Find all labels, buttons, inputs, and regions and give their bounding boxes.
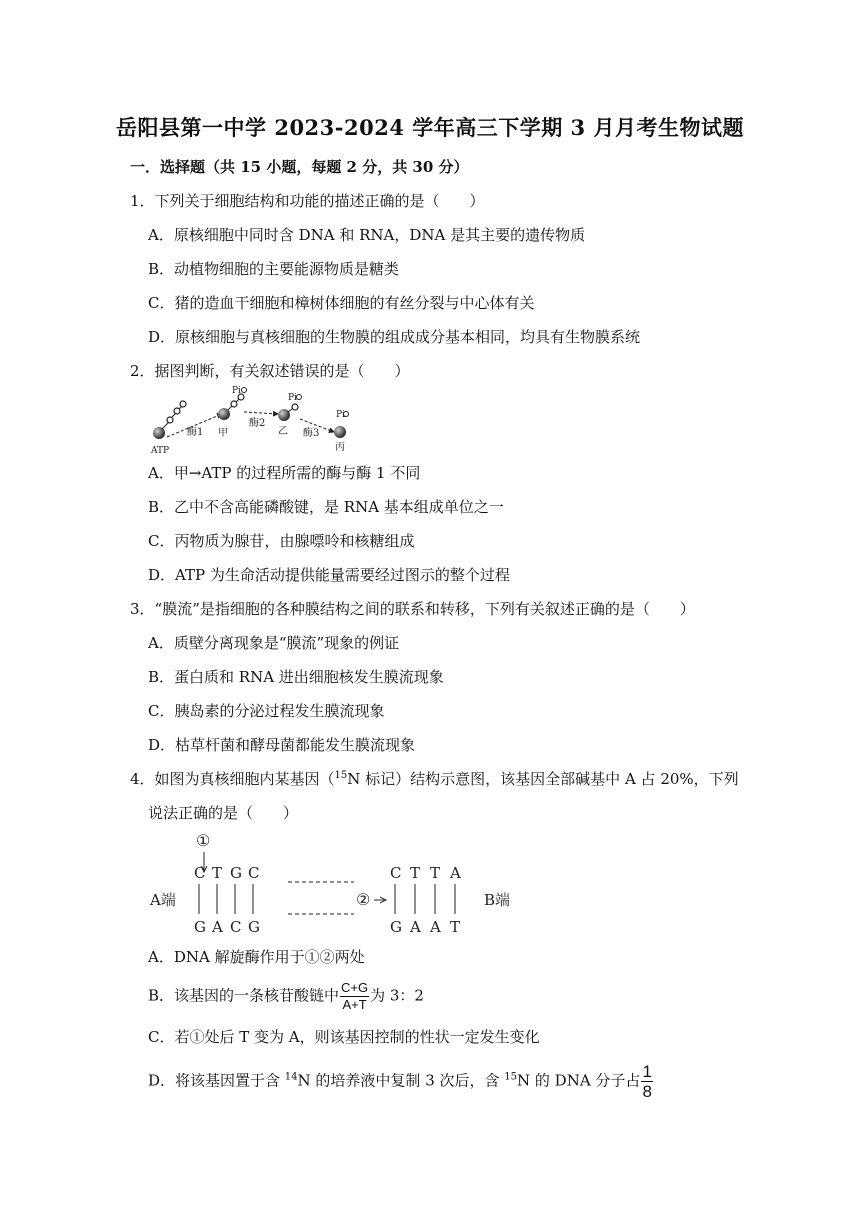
fraction-denominator: A+T: [342, 997, 367, 1012]
pi-label-2: Pi: [288, 393, 297, 403]
atp-hydrolysis-diagram: [140, 382, 370, 456]
pi-label-3: Pi: [336, 410, 345, 420]
fraction-one-eighth: [641, 1062, 652, 1101]
q4-stem: [130, 768, 739, 789]
bing-label: 丙: [335, 442, 345, 453]
q1-option-d: D．原核细胞与真核细胞的生物膜的组成成分基本相同，均具有生物膜系统: [148, 328, 641, 346]
enzyme-2-label: 酶2: [249, 418, 266, 429]
page-title: 岳阳县第一中学 2023-2024 学年高三下学期 3 月月考生物试题: [116, 115, 744, 140]
q4-option-d: [148, 1062, 654, 1101]
q3-stem: 3．“膜流”是指细胞的各种膜结构之间的联系和转移，下列有关叙述正确的是（ ）: [130, 600, 695, 618]
q4-option-a: A．DNA 解旋酶作用于①②两处: [148, 948, 365, 966]
q4-option-d-pre: D．将该基因置于含: [148, 1071, 285, 1090]
q4-stem-post: N 标记）结构示意图，该基因全部碱基中 A 占 20%，下列: [347, 770, 739, 788]
ratio-fraction: [340, 980, 369, 1013]
q3-option-b: B．蛋白质和 RNA 进出细胞核发生膜流现象: [148, 668, 444, 686]
q2-option-d: D．ATP 为生命活动提供能量需要经过图示的整个过程: [148, 566, 510, 584]
base: C: [390, 864, 402, 882]
a-end-label: A端: [150, 891, 176, 909]
isotope-14: 14: [284, 1071, 298, 1083]
fraction-denominator: 8: [642, 1082, 652, 1101]
q2-stem: 2．据图判断，有关叙述错误的是（ ）: [130, 362, 410, 380]
q2-option-a: A．甲→ATP 的过程所需的酶与酶 1 不同: [148, 464, 421, 482]
atp-label: ATP: [151, 446, 170, 456]
q2-option-c: C．丙物质为腺苷，由腺嘌呤和核糖组成: [148, 532, 415, 550]
base: C: [248, 864, 260, 882]
base: G: [390, 918, 402, 936]
dna-left-segment: [194, 864, 260, 936]
q4-option-b: [148, 980, 424, 1013]
base: G: [248, 918, 260, 936]
marker-2: ②: [356, 890, 371, 909]
q4-option-c: C．若①处后 T 变为 A，则该基因控制的性状一定发生变化: [148, 1028, 540, 1046]
base: G: [230, 864, 242, 882]
q4-option-b-pre: B．该基因的一条核苷酸链中: [148, 986, 340, 1005]
q4-option-d-mid: N 的培养液中复制 3 次后，含: [297, 1071, 505, 1090]
enzyme-1-label: 酶1: [187, 427, 204, 438]
q4-option-b-post: 为 3：2: [370, 986, 424, 1005]
dna-gene-diagram: [148, 826, 528, 940]
q3-option-d: D．枯草杆菌和酵母菌都能发生膜流现象: [148, 736, 416, 754]
q1-option-c: C．猪的造血干细胞和樟树体细胞的有丝分裂与中心体有关: [148, 294, 535, 312]
q3-option-a: A．质壁分离现象是“膜流”现象的例证: [148, 634, 400, 652]
isotope-15: 15: [504, 1071, 518, 1083]
base: A: [430, 918, 441, 936]
q2-option-b: B．乙中不含高能磷酸键，是 RNA 基本组成单位之一: [148, 498, 504, 516]
section-heading: 一．选择题（共 15 小题，每题 2 分，共 30 分）: [130, 158, 469, 176]
fraction-numerator: 1: [642, 1062, 652, 1081]
dna-right-segment: [390, 864, 461, 936]
pi-label-1: Pi: [232, 386, 241, 396]
yi-molecule: [278, 404, 298, 437]
q4-stem-line2: 说法正确的是（ ）: [148, 804, 299, 822]
base: T: [410, 864, 421, 882]
q3-option-c: C．胰岛素的分泌过程发生膜流现象: [148, 702, 385, 720]
yi-label: 乙: [278, 426, 288, 437]
base: C: [230, 918, 242, 936]
q1-option-a: A．原核细胞中同时含 DNA 和 RNA，DNA 是其主要的遗传物质: [148, 226, 586, 244]
base: A: [450, 864, 461, 882]
bing-molecule: [334, 426, 346, 453]
q4-option-d-post: N 的 DNA 分子占: [517, 1071, 641, 1090]
base: T: [450, 918, 461, 936]
base: C: [194, 864, 206, 882]
base: A: [410, 918, 421, 936]
q1-option-b: B．动植物细胞的主要能源物质是糖类: [148, 260, 400, 278]
atp-molecule: [150, 401, 186, 456]
fraction-numerator: C+G: [341, 980, 369, 995]
q4-stem-pre: 4．如图为真核细胞内某基因（: [130, 770, 335, 788]
q1-stem: 1．下列关于细胞结构和功能的描述正确的是（ ）: [130, 192, 485, 210]
jia-label: 甲: [218, 428, 228, 439]
base: A: [212, 918, 223, 936]
enzyme-3-label: 酶3: [303, 428, 320, 439]
base: G: [194, 918, 206, 936]
base: T: [212, 864, 223, 882]
b-end-label: B端: [484, 891, 511, 909]
jia-molecule: [218, 394, 244, 439]
q4-isotope-15: 15: [334, 770, 348, 781]
marker-1: ①: [196, 831, 211, 850]
base: T: [430, 864, 441, 882]
